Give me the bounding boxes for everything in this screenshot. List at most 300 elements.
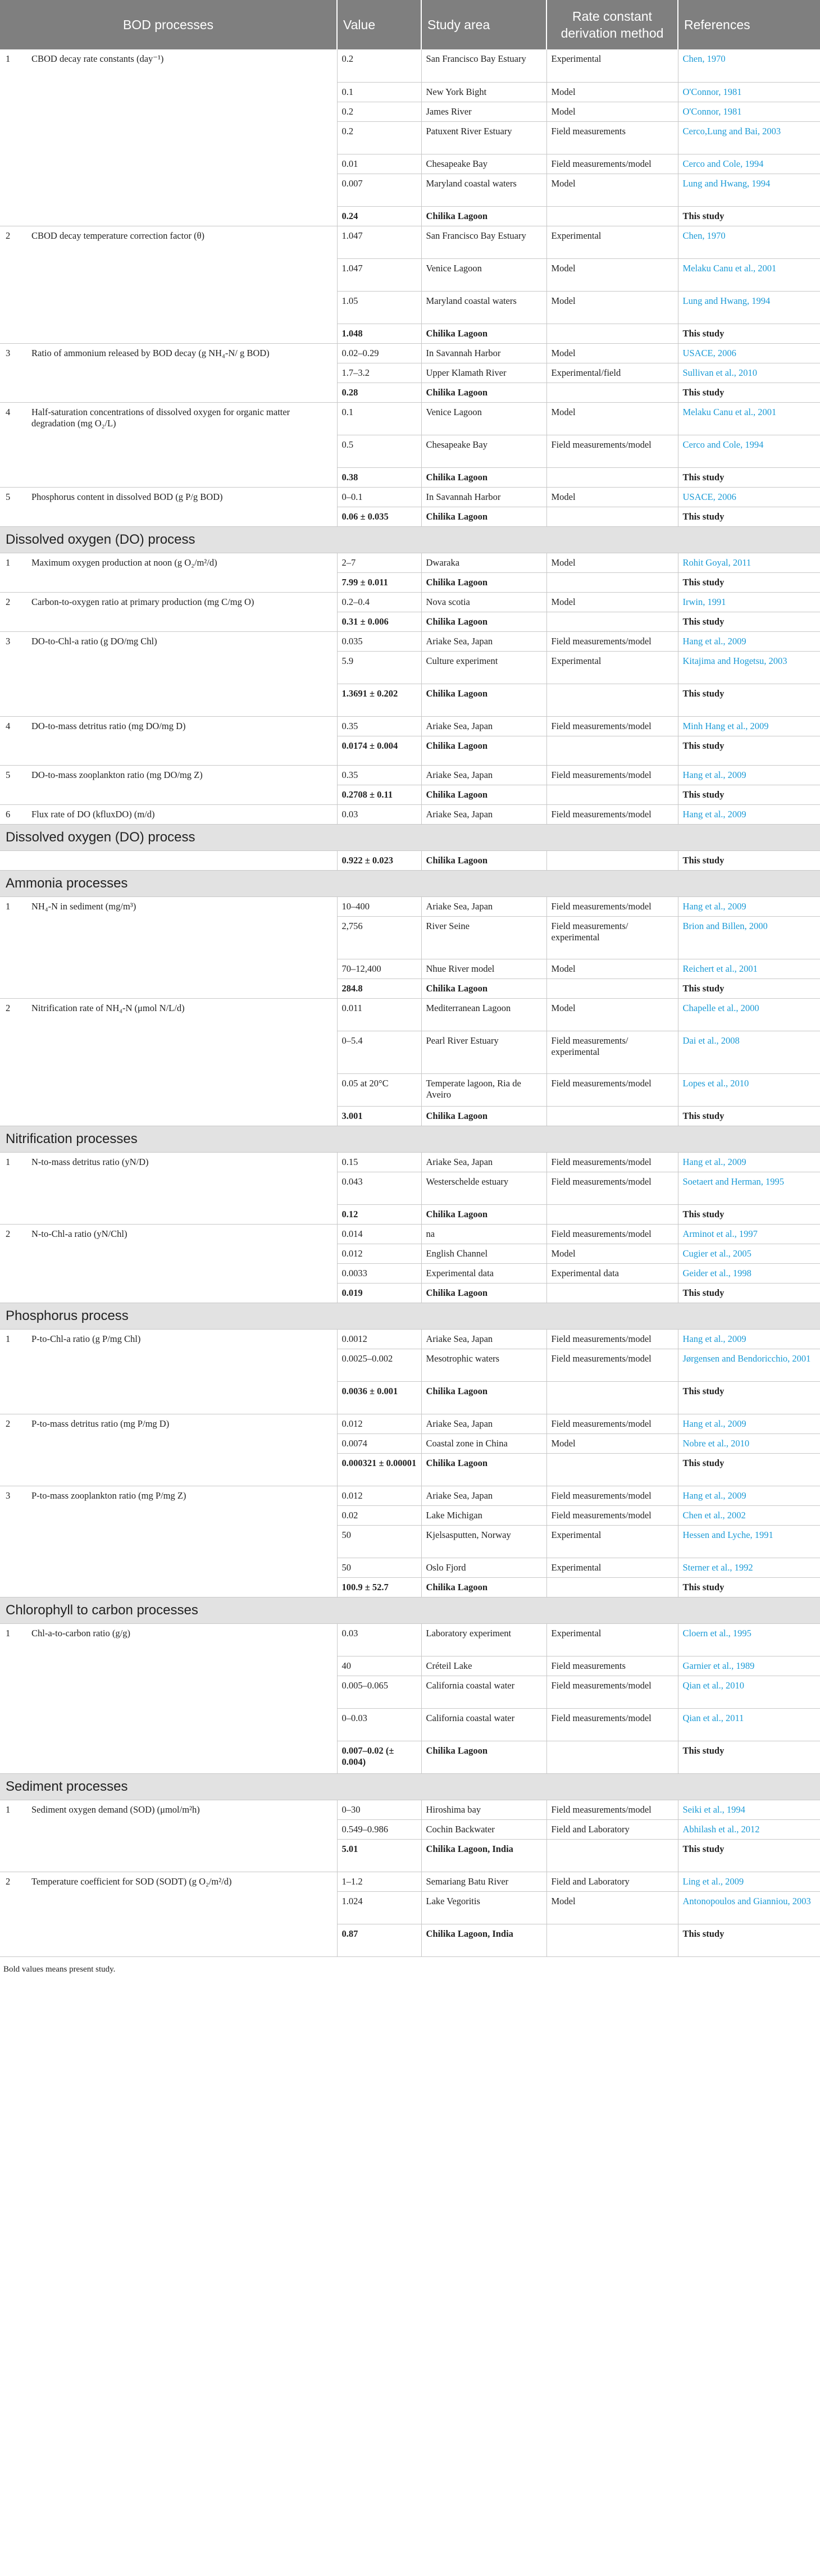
study-area-cell: Semariang Batu River xyxy=(421,1872,546,1891)
value-cell: 0.035 xyxy=(337,631,421,651)
method-cell: Experimental xyxy=(546,226,678,258)
reference-link[interactable]: Melaku Canu et al., 2001 xyxy=(678,258,820,291)
study-area-cell: Mesotrophic waters xyxy=(421,1349,546,1381)
method-cell xyxy=(546,684,678,716)
method-cell: Field measurements/model xyxy=(546,804,678,824)
method-cell: Field measurements/model xyxy=(546,1676,678,1708)
value-cell: 1.024 xyxy=(337,1891,421,1924)
study-area-cell: Temperate lagoon, Ria de Aveiro xyxy=(421,1073,546,1106)
study-area-cell: Dwaraka xyxy=(421,553,546,572)
method-cell: Experimental data xyxy=(546,1263,678,1283)
study-area-cell: Lake Michigan xyxy=(421,1505,546,1525)
process-label: Temperature coefficient for SOD (SODT) (g O₂/m²/d) xyxy=(31,1876,232,1887)
reference-link[interactable]: Nobre et al., 2010 xyxy=(678,1433,820,1453)
study-area-cell: San Francisco Bay Estuary xyxy=(421,226,546,258)
study-area-cell: Chilika Lagoon xyxy=(421,612,546,631)
value-cell: 0.31 ± 0.006 xyxy=(337,612,421,631)
method-cell: Field measurements/model xyxy=(546,1486,678,1505)
method-cell xyxy=(546,1741,678,1773)
reference-link[interactable]: Melaku Canu et al., 2001 xyxy=(678,402,820,435)
process-label: Flux rate of DO (kfluxDO) (m/d) xyxy=(31,808,155,820)
value-cell: 0.28 xyxy=(337,383,421,402)
table-row xyxy=(0,49,820,82)
value-cell: 1–1.2 xyxy=(337,1872,421,1891)
study-area-cell: Chilika Lagoon xyxy=(421,206,546,226)
reference-link[interactable]: Cerco,Lung and Bai, 2003 xyxy=(678,121,820,154)
value-cell: 0.1 xyxy=(337,402,421,435)
process-number: 3 xyxy=(6,635,11,647)
value-cell: 0.2 xyxy=(337,49,421,82)
section-header xyxy=(0,526,820,553)
study-area-cell: Ariake Sea, Japan xyxy=(421,1329,546,1349)
method-cell: Model xyxy=(546,82,678,102)
process-cell xyxy=(0,1623,337,1773)
reference-link[interactable]: Cerco and Cole, 1994 xyxy=(678,435,820,467)
method-cell: Model xyxy=(546,487,678,507)
method-cell: Field measurements/model xyxy=(546,716,678,736)
study-area-cell: Cochin Backwater xyxy=(421,1819,546,1839)
table-row xyxy=(0,1152,820,1172)
process-cell xyxy=(0,896,337,998)
value-cell: 0.38 xyxy=(337,467,421,487)
table-row xyxy=(0,553,820,572)
process-number: 6 xyxy=(6,808,11,820)
reference-link[interactable]: Hang et al., 2009 xyxy=(678,1152,820,1172)
process-number: 5 xyxy=(6,769,11,780)
method-cell xyxy=(546,785,678,804)
study-area-cell: Chilika Lagoon xyxy=(421,1453,546,1486)
value-cell: 0.0025–0.002 xyxy=(337,1349,421,1381)
method-cell: Field measurements/ experimental xyxy=(546,1031,678,1073)
value-cell: 0.01 xyxy=(337,154,421,174)
process-number: 2 xyxy=(6,1876,11,1887)
study-area-cell: Chilika Lagoon xyxy=(421,1106,546,1126)
process-cell xyxy=(0,1329,337,1414)
method-cell: Model xyxy=(546,258,678,291)
study-area-cell: Chilika Lagoon xyxy=(421,1741,546,1773)
value-cell: 0.005–0.065 xyxy=(337,1676,421,1708)
reference-cell: This study xyxy=(678,1106,820,1126)
reference-link[interactable]: Lung and Hwang, 1994 xyxy=(678,174,820,206)
value-cell: 0.87 xyxy=(337,1924,421,1956)
study-area-cell: Westerschelde estuary xyxy=(421,1172,546,1204)
method-cell: Experimental/field xyxy=(546,363,678,383)
reference-link[interactable]: Hang et al., 2009 xyxy=(678,631,820,651)
process-number: 1 xyxy=(6,1627,11,1639)
reference-cell: This study xyxy=(678,684,820,716)
section-title: Nitrification processes xyxy=(0,1126,820,1152)
value-cell: 0.007–0.02 (± 0.004) xyxy=(337,1741,421,1773)
value-cell: 0.012 xyxy=(337,1244,421,1263)
method-cell xyxy=(546,572,678,592)
value-cell: 40 xyxy=(337,1656,421,1676)
table-row xyxy=(0,226,820,258)
reference-link[interactable]: Chapelle et al., 2000 xyxy=(678,998,820,1031)
process-cell xyxy=(0,592,337,631)
value-cell: 0.0174 ± 0.004 xyxy=(337,736,421,765)
process-label: DO-to-Chl-a ratio (g DO/mg Chl) xyxy=(31,635,157,647)
value-cell: 0.0033 xyxy=(337,1263,421,1283)
method-cell xyxy=(546,1204,678,1224)
study-area-cell: Chilika Lagoon xyxy=(421,684,546,716)
reference-link[interactable]: Cloern et al., 1995 xyxy=(678,1623,820,1656)
value-cell: 0.15 xyxy=(337,1152,421,1172)
study-area-cell: Maryland coastal waters xyxy=(421,291,546,324)
reference-cell: This study xyxy=(678,785,820,804)
process-cell xyxy=(0,1800,337,1872)
process-cell xyxy=(0,402,337,487)
method-cell: Field measurements/model xyxy=(546,1224,678,1244)
value-cell: 70–12,400 xyxy=(337,959,421,978)
study-area-cell: California coastal water xyxy=(421,1676,546,1708)
process-cell xyxy=(0,1414,337,1486)
study-area-cell: Culture experiment xyxy=(421,651,546,684)
process-cell xyxy=(0,487,337,526)
study-area-cell: San Francisco Bay Estuary xyxy=(421,49,546,82)
table-row xyxy=(0,1224,820,1244)
reference-link[interactable]: Hessen and Lyche, 1991 xyxy=(678,1525,820,1558)
value-cell: 0.922 ± 0.023 xyxy=(337,850,421,870)
method-cell: Field measurements/model xyxy=(546,1708,678,1741)
study-area-cell: Laboratory experiment xyxy=(421,1623,546,1656)
method-cell xyxy=(546,467,678,487)
reference-link[interactable]: Soetaert and Herman, 1995 xyxy=(678,1172,820,1204)
process-label: Sediment oxygen demand (SOD) (μmol/m²h) xyxy=(31,1804,200,1815)
method-cell: Field and Laboratory xyxy=(546,1819,678,1839)
table-row xyxy=(0,592,820,612)
method-cell: Field measurements/model xyxy=(546,1152,678,1172)
value-cell: 0.05 at 20°C xyxy=(337,1073,421,1106)
process-cell xyxy=(0,1872,337,1956)
table-row xyxy=(0,343,820,363)
value-cell: 0.1 xyxy=(337,82,421,102)
reference-link[interactable]: Garnier et al., 1989 xyxy=(678,1656,820,1676)
study-area-cell: Créteil Lake xyxy=(421,1656,546,1676)
reference-link[interactable]: Dai et al., 2008 xyxy=(678,1031,820,1073)
reference-link[interactable]: Geider et al., 1998 xyxy=(678,1263,820,1283)
process-label: Ratio of ammonium released by BOD decay (g NH₄-N/ g BOD) xyxy=(31,347,270,358)
section-header xyxy=(0,824,820,850)
header-process: BOD processes xyxy=(0,0,337,49)
study-area-cell: Upper Klamath River xyxy=(421,363,546,383)
process-label: NH₄-N in sediment (mg/m³) xyxy=(31,900,136,912)
study-area-cell: Coastal zone in China xyxy=(421,1433,546,1453)
method-cell: Model xyxy=(546,959,678,978)
process-cell xyxy=(0,850,337,870)
study-area-cell: Ariake Sea, Japan xyxy=(421,765,546,785)
study-area-cell: Nova scotia xyxy=(421,592,546,612)
value-cell: 284.8 xyxy=(337,978,421,998)
reference-link[interactable]: Hang et al., 2009 xyxy=(678,804,820,824)
reference-link[interactable]: Hang et al., 2009 xyxy=(678,765,820,785)
reference-cell: This study xyxy=(678,1924,820,1956)
process-cell xyxy=(0,343,337,402)
reference-cell: This study xyxy=(678,467,820,487)
process-cell xyxy=(0,716,337,765)
value-cell: 0.5 xyxy=(337,435,421,467)
reference-cell: This study xyxy=(678,383,820,402)
reference-link[interactable]: Ling et al., 2009 xyxy=(678,1872,820,1891)
reference-cell: This study xyxy=(678,736,820,765)
study-area-cell: Chilika Lagoon xyxy=(421,850,546,870)
reference-link[interactable]: Chen et al., 2002 xyxy=(678,1505,820,1525)
process-number: 1 xyxy=(6,557,11,568)
value-cell: 0.0036 ± 0.001 xyxy=(337,1381,421,1414)
method-cell: Model xyxy=(546,1433,678,1453)
reference-link[interactable]: Jørgensen and Bendoricchio, 2001 xyxy=(678,1349,820,1381)
study-area-cell: na xyxy=(421,1224,546,1244)
method-cell: Model xyxy=(546,291,678,324)
method-cell: Field measurements/model xyxy=(546,435,678,467)
value-cell: 0.12 xyxy=(337,1204,421,1224)
study-area-cell: Chilika Lagoon xyxy=(421,1204,546,1224)
value-cell: 5.9 xyxy=(337,651,421,684)
study-area-cell: Ariake Sea, Japan xyxy=(421,1486,546,1505)
study-area-cell: Venice Lagoon xyxy=(421,258,546,291)
method-cell: Model xyxy=(546,102,678,121)
process-label: DO-to-mass zooplankton ratio (mg DO/mg Z) xyxy=(31,769,203,780)
reference-cell: This study xyxy=(678,1741,820,1773)
process-number: 1 xyxy=(6,1333,11,1344)
section-title: Ammonia processes xyxy=(0,870,820,896)
reference-link[interactable]: Minh Hang et al., 2009 xyxy=(678,716,820,736)
study-area-cell: Patuxent River Estuary xyxy=(421,121,546,154)
section-title: Phosphorus process xyxy=(0,1303,820,1329)
method-cell: Model xyxy=(546,402,678,435)
study-area-cell: Chilika Lagoon xyxy=(421,785,546,804)
method-cell: Model xyxy=(546,343,678,363)
table-row xyxy=(0,487,820,507)
process-label: P-to-mass zooplankton ratio (mg P/mg Z) xyxy=(31,1490,186,1501)
reference-cell: This study xyxy=(678,1283,820,1303)
method-cell xyxy=(546,206,678,226)
table-row xyxy=(0,896,820,916)
reference-link[interactable]: Seiki et al., 1994 xyxy=(678,1800,820,1819)
value-cell: 1.3691 ± 0.202 xyxy=(337,684,421,716)
value-cell: 0.014 xyxy=(337,1224,421,1244)
reference-link[interactable]: USACE, 2006 xyxy=(678,343,820,363)
value-cell: 0–30 xyxy=(337,1800,421,1819)
process-number: 3 xyxy=(6,347,11,358)
method-cell: Field measurements/model xyxy=(546,1329,678,1349)
process-label: N-to-Chl-a ratio (yN/Chl) xyxy=(31,1228,127,1239)
study-area-cell: Chilika Lagoon xyxy=(421,572,546,592)
reference-link[interactable]: Kitajima and Hogetsu, 2003 xyxy=(678,651,820,684)
process-number: 4 xyxy=(6,406,11,417)
value-cell: 0.2 xyxy=(337,102,421,121)
study-area-cell: English Channel xyxy=(421,1244,546,1263)
method-cell xyxy=(546,736,678,765)
method-cell xyxy=(546,612,678,631)
method-cell: Model xyxy=(546,174,678,206)
method-cell: Model xyxy=(546,1244,678,1263)
study-area-cell: Lake Vegoritis xyxy=(421,1891,546,1924)
value-cell: 3.001 xyxy=(337,1106,421,1126)
section-header xyxy=(0,1126,820,1152)
section-header xyxy=(0,870,820,896)
reference-link[interactable]: Reichert et al., 2001 xyxy=(678,959,820,978)
value-cell: 0–0.03 xyxy=(337,1708,421,1741)
value-cell: 0.03 xyxy=(337,1623,421,1656)
study-area-cell: Pearl River Estuary xyxy=(421,1031,546,1073)
value-cell: 0.06 ± 0.035 xyxy=(337,507,421,526)
method-cell: Field measurements/model xyxy=(546,1073,678,1106)
reference-link[interactable]: Hang et al., 2009 xyxy=(678,1329,820,1349)
reference-link[interactable]: Chen, 1970 xyxy=(678,49,820,82)
study-area-cell: Venice Lagoon xyxy=(421,402,546,435)
value-cell: 0.012 xyxy=(337,1414,421,1433)
reference-cell: This study xyxy=(678,1839,820,1872)
process-number: 2 xyxy=(6,596,11,607)
reference-cell: This study xyxy=(678,1453,820,1486)
study-area-cell: Ariake Sea, Japan xyxy=(421,896,546,916)
study-area-cell: Ariake Sea, Japan xyxy=(421,716,546,736)
table-row xyxy=(0,716,820,736)
process-number: 1 xyxy=(6,900,11,912)
value-cell: 0.012 xyxy=(337,1486,421,1505)
process-number: 1 xyxy=(6,53,11,64)
table-row xyxy=(0,1329,820,1349)
reference-link[interactable]: Rohit Goyal, 2011 xyxy=(678,553,820,572)
header-row xyxy=(0,0,820,49)
study-area-cell: Chilika Lagoon xyxy=(421,383,546,402)
study-area-cell: In Savannah Harbor xyxy=(421,487,546,507)
method-cell xyxy=(546,1839,678,1872)
method-cell: Experimental xyxy=(546,49,678,82)
study-area-cell: Chilika Lagoon, India xyxy=(421,1924,546,1956)
value-cell: 1.047 xyxy=(337,226,421,258)
reference-cell: This study xyxy=(678,572,820,592)
reference-link[interactable]: Hang et al., 2009 xyxy=(678,1486,820,1505)
reference-link[interactable]: Arminot et al., 1997 xyxy=(678,1224,820,1244)
process-label: Nitrification rate of NH₄-N (μmol N/L/d) xyxy=(31,1002,185,1013)
reference-link[interactable]: Sullivan et al., 2010 xyxy=(678,363,820,383)
reference-link[interactable]: Abhilash et al., 2012 xyxy=(678,1819,820,1839)
process-number: 4 xyxy=(6,720,11,731)
reference-link[interactable]: Lopes et al., 2010 xyxy=(678,1073,820,1106)
section-title: Dissolved oxygen (DO) process xyxy=(0,526,820,553)
reference-link[interactable]: Hang et al., 2009 xyxy=(678,896,820,916)
reference-link[interactable]: Cerco and Cole, 1994 xyxy=(678,154,820,174)
study-area-cell: Ariake Sea, Japan xyxy=(421,1414,546,1433)
value-cell: 0.2–0.4 xyxy=(337,592,421,612)
study-area-cell: Kjelsasputten, Norway xyxy=(421,1525,546,1558)
reference-link[interactable]: Cugier et al., 2005 xyxy=(678,1244,820,1263)
value-cell: 0.2708 ± 0.11 xyxy=(337,785,421,804)
study-area-cell: Chilika Lagoon xyxy=(421,1381,546,1414)
header-study-area: Study area xyxy=(421,0,546,49)
study-area-cell: Chilika Lagoon xyxy=(421,736,546,765)
table-row xyxy=(0,1414,820,1433)
study-area-cell: Oslo Fjord xyxy=(421,1558,546,1577)
value-cell: 0.0074 xyxy=(337,1433,421,1453)
reference-link[interactable]: Qian et al., 2011 xyxy=(678,1708,820,1741)
table-row xyxy=(0,1486,820,1505)
section-header xyxy=(0,1303,820,1329)
process-number: 1 xyxy=(6,1804,11,1815)
value-cell: 2–7 xyxy=(337,553,421,572)
value-cell: 0.019 xyxy=(337,1283,421,1303)
study-area-cell: Hiroshima bay xyxy=(421,1800,546,1819)
method-cell xyxy=(546,1453,678,1486)
value-cell: 0.03 xyxy=(337,804,421,824)
value-cell: 1.05 xyxy=(337,291,421,324)
study-area-cell: Ariake Sea, Japan xyxy=(421,1152,546,1172)
method-cell xyxy=(546,383,678,402)
section-title: Sediment processes xyxy=(0,1773,820,1800)
method-cell: Field measurements/model xyxy=(546,1414,678,1433)
reference-link[interactable]: Irwin, 1991 xyxy=(678,592,820,612)
reference-cell: This study xyxy=(678,978,820,998)
study-area-cell: Ariake Sea, Japan xyxy=(421,631,546,651)
reference-cell: This study xyxy=(678,324,820,343)
reference-link[interactable]: Chen, 1970 xyxy=(678,226,820,258)
method-cell: Model xyxy=(546,1891,678,1924)
reference-link[interactable]: Antonopoulos and Gianniou, 2003 xyxy=(678,1891,820,1924)
process-label: DO-to-mass detritus ratio (mg DO/mg D) xyxy=(31,720,186,731)
reference-link[interactable]: USACE, 2006 xyxy=(678,487,820,507)
reference-link[interactable]: Qian et al., 2010 xyxy=(678,1676,820,1708)
method-cell xyxy=(546,507,678,526)
value-cell: 0.2 xyxy=(337,121,421,154)
process-cell xyxy=(0,226,337,343)
method-cell: Field measurements/model xyxy=(546,896,678,916)
reference-link[interactable]: O'Connor, 1981 xyxy=(678,102,820,121)
study-area-cell: Chilika Lagoon, India xyxy=(421,1839,546,1872)
method-cell: Model xyxy=(546,998,678,1031)
reference-link[interactable]: Lung and Hwang, 1994 xyxy=(678,291,820,324)
study-area-cell: Chesapeake Bay xyxy=(421,154,546,174)
reference-link[interactable]: O'Connor, 1981 xyxy=(678,82,820,102)
study-area-cell: Ariake Sea, Japan xyxy=(421,804,546,824)
process-number: 5 xyxy=(6,491,11,502)
study-area-cell: Chilika Lagoon xyxy=(421,507,546,526)
process-number: 2 xyxy=(6,1418,11,1429)
method-cell: Field measurements/model xyxy=(546,1349,678,1381)
reference-link[interactable]: Hang et al., 2009 xyxy=(678,1414,820,1433)
value-cell: 0.35 xyxy=(337,765,421,785)
method-cell: Field measurements/model xyxy=(546,1172,678,1204)
process-label: P-to-mass detritus ratio (mg P/mg D) xyxy=(31,1418,170,1429)
value-cell: 0.35 xyxy=(337,716,421,736)
table-row xyxy=(0,804,820,824)
reference-cell: This study xyxy=(678,1204,820,1224)
table-body xyxy=(0,49,820,1956)
method-cell: Field measurements xyxy=(546,1656,678,1676)
method-cell xyxy=(546,324,678,343)
method-cell xyxy=(546,1106,678,1126)
reference-link[interactable]: Sterner et al., 1992 xyxy=(678,1558,820,1577)
method-cell: Field measurements/model xyxy=(546,765,678,785)
table-row xyxy=(0,1623,820,1656)
method-cell xyxy=(546,1577,678,1597)
process-label: Phosphorus content in dissolved BOD (g P/g BOD) xyxy=(31,491,223,502)
method-cell: Field measurements xyxy=(546,121,678,154)
table-row xyxy=(0,998,820,1031)
process-cell xyxy=(0,631,337,716)
process-cell xyxy=(0,1486,337,1597)
study-area-cell: Maryland coastal waters xyxy=(421,174,546,206)
reference-cell: This study xyxy=(678,612,820,631)
value-cell: 1.048 xyxy=(337,324,421,343)
method-cell: Experimental xyxy=(546,1525,678,1558)
reference-link[interactable]: Brion and Billen, 2000 xyxy=(678,916,820,959)
section-header xyxy=(0,1773,820,1800)
study-area-cell: Chilika Lagoon xyxy=(421,1577,546,1597)
method-cell: Field and Laboratory xyxy=(546,1872,678,1891)
study-area-cell: Chilika Lagoon xyxy=(421,1283,546,1303)
process-label: CBOD decay temperature correction factor (θ) xyxy=(31,230,204,241)
